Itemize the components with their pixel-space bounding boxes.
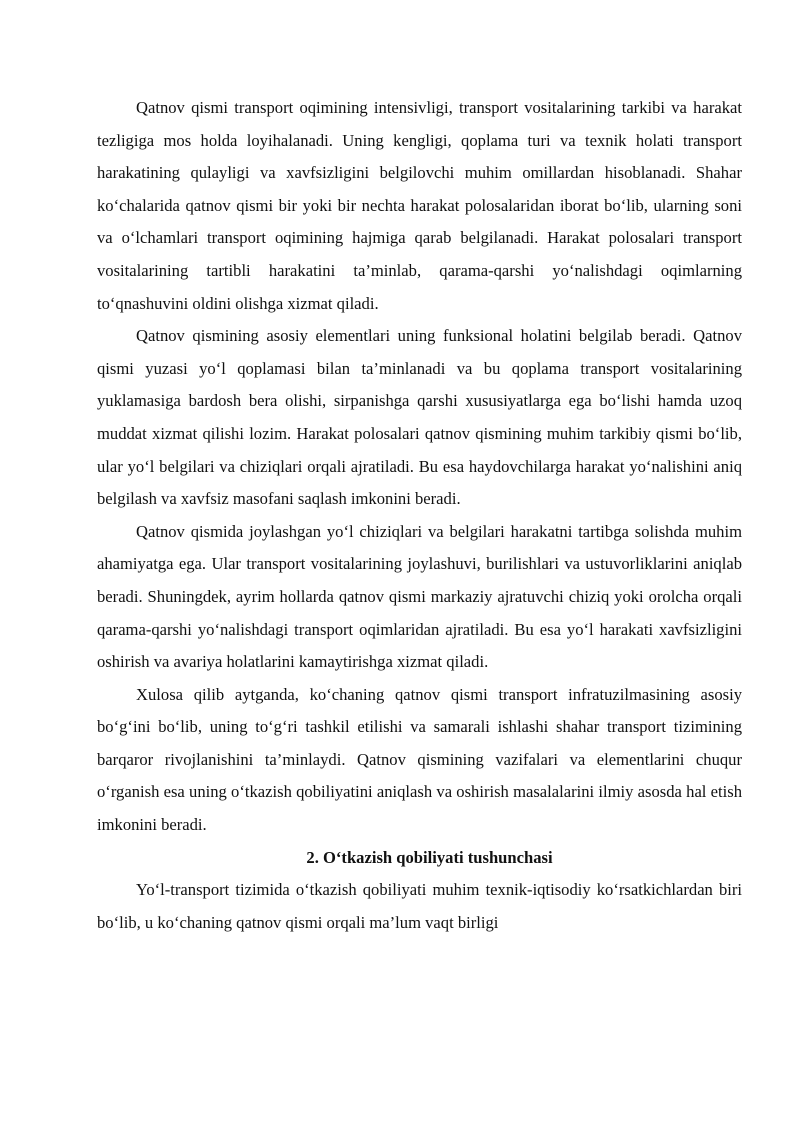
paragraph-4: Xulosa qilib aytganda, ko‘chaning qatnov qismi transport infratuzilmasining asosiy bo‘g‘ini bo‘lib, uning to‘g‘ri tashkil etilishi va samarali ishlashi shahar transport tizimining barqaror rivojlanishini ta’minlaydi. Qatnov qismining vazifalari va elementlarini chuqur o‘rganish esa uning o‘tkazish qobiliyatini aniqlash va oshirish masalalarini ilmiy asosda hal etish imkonini beradi. <box>97 684 742 835</box>
paragraph-1: Qatnov qismi transport oqimining intensivligi, transport vositalarining tarkibi va harakat tezligiga mos holda loyihalanadi. Uning kengligi, qoplama turi va texnik holati transport harakatining qulayligi va xavfsizligini belgilovchi muhim omillardan hisoblanadi. Shahar ko‘chalarida qatnov qismi bir yoki bir nechta harakat polosalaridan iborat bo‘lib, ularning soni va o‘lchamlari transport oqimining hajmiga qarab belgilanadi. Harakat polosalari transport vositalarining tartibli harakatini ta’minlab, qarama-qarshi yo‘nalishdagi oqimlarning to‘qnashuvini oldini olishga xizmat qiladi. <box>97 98 742 313</box>
paragraph-5: Yo‘l-transport tizimida o‘tkazish qobiliyati muhim texnik-iqtisodiy ko‘rsatkichlardan biri bo‘lib, u ko‘chaning qatnov qismi orqali ma’lum vaqt birligi <box>97 880 742 932</box>
paragraph-3: Qatnov qismida joylashgan yo‘l chiziqlari va belgilari harakatni tartibga solishda muhim ahamiyatga ega. Ular transport vositalarining joylashuvi, burilishlari va ustuvorliklarini aniqlab beradi. Shuningdek, ayrim hollarda qatnov qismi markaziy ajratuvchi chiziq yoki orolcha orqali qarama-qarshi yo‘nalishdagi transport oqimlaridan ajratiladi. Bu esa yo‘l harakati xavfsizligini oshirish va avariya holatlarini kamaytirishga xizmat qiladi. <box>97 521 742 672</box>
document-page <box>97 92 742 939</box>
section-heading: 2. O‘tkazish qobiliyati tushunchasi <box>306 847 553 867</box>
paragraph-2: Qatnov qismining asosiy elementlari uning funksional holatini belgilab beradi. Qatnov qismi yuzasi yo‘l qoplamasi bilan ta’minlanadi va bu qoplama transport vositalarining yuklamasiga bardosh bera olishi, sirpanishga qarshi xususiyatlarga ega bo‘lishi hamda uzoq muddat xizmat qilishi lozim. Harakat polosalari qatnov qismining muhim tarkibiy qismi bo‘lib, ular yo‘l belgilari va chiziqlari orqali ajratiladi. Bu esa haydovchilarga harakat yo‘nalishini aniq belgilash va xavfsiz masofani saqlash imkonini beradi. <box>97 326 742 509</box>
